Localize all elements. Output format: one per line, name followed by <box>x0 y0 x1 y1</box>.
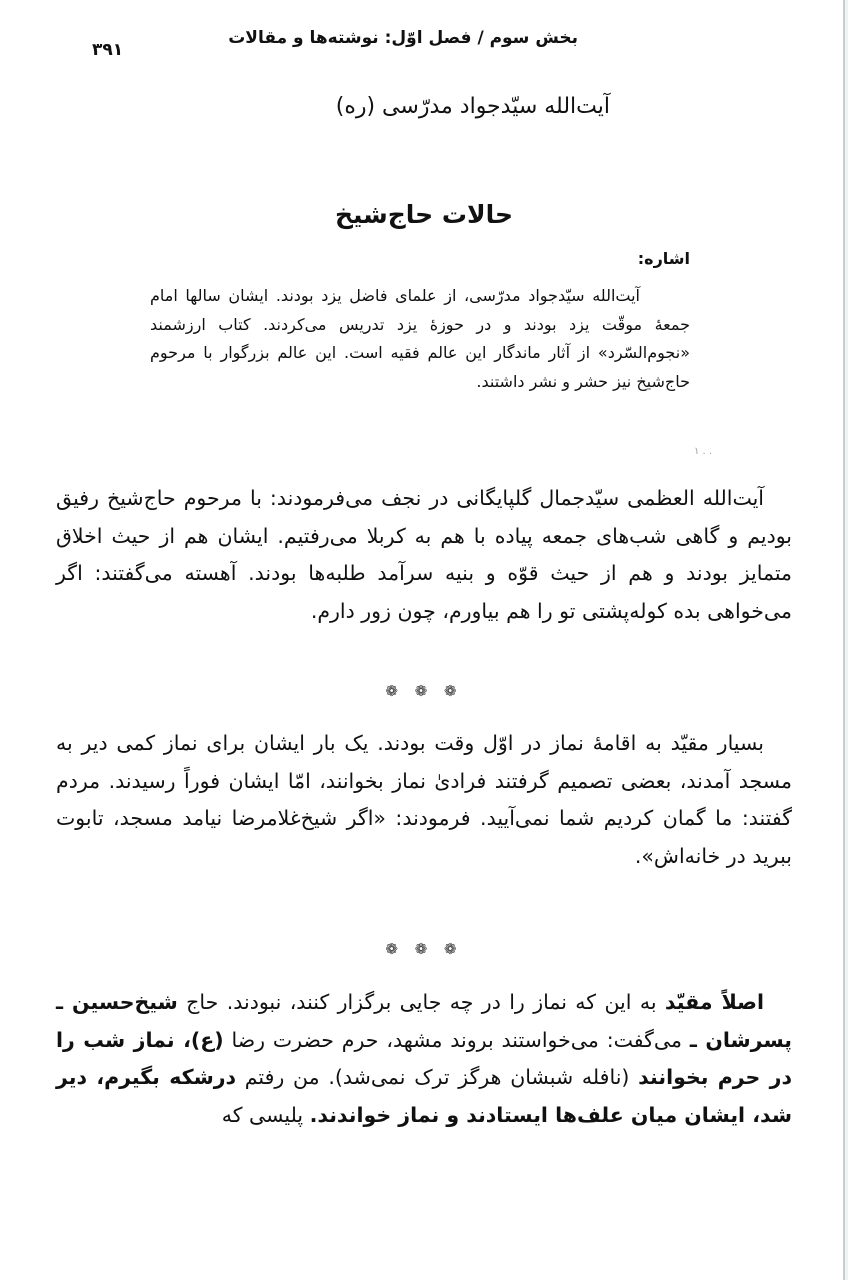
note-label: اشاره: <box>637 249 690 268</box>
text-segment: می‌گفت: می‌خواستند بروند مشهد، حرم حضرت رضا <box>223 1027 690 1052</box>
paragraph <box>56 984 792 1134</box>
bold-text-segment: اصلاً مقیّد <box>664 990 764 1014</box>
paragraph <box>56 725 792 875</box>
text-segment: آیت‌الله العظمی سیّدجمال گلپایگانی در نجف می‌فرمودند: با مرحوم حاج‌شیخ رفیق بودیم و گاهی شب‌های جمعه پیاده با هم به کربلا می‌رفتیم. ایشان هم از حیث اخلاق متمایز بودند و هم از حیث قوّه و بنیه سرآمد طلبه‌ها بودند. آهسته می‌گفتند: اگر می‌خواهی بده کوله‌پشتی تو را هم بیاورم، چون زور دارم. <box>56 486 792 623</box>
bold-text-segment: (ع)، نماز شب را در حرم بخوانند <box>56 1027 792 1089</box>
article-title: حالات حاج‌شیخ <box>334 200 514 229</box>
paragraph <box>56 480 792 630</box>
page-number: ۳۹۱ <box>92 40 124 60</box>
text-segment: بسیار مقیّد به اقامهٔ نماز در اوّل وقت بودند. یک بار ایشان برای نماز کمی دیر به مسجد آمدند، بعضی تصمیم گرفتند فرادیٰ نماز بخوانند، امّا ایشان فوراً رسیدند. مردم گفتند: ما گمان کردیم شما نمی‌آیید. فرمودند: «اگر شیخ‌غلامرضا نیامد مسجد، تابوت ببرید در خانه‌اش». <box>56 731 792 868</box>
running-head: بخش سوم / فصل اوّل: نوشته‌ها و مقالات <box>228 28 578 48</box>
section-separator: ❁ ❁ ❁ <box>385 940 463 958</box>
bold-text-segment: شیخ‌حسین ـ پسرشان ـ <box>56 990 792 1052</box>
text-segment: به این که نماز را در چه جایی برگزار کنند، نبودند. حاج <box>177 990 665 1014</box>
bold-text-segment: درشکه بگیرم، دیر شد، ایشان میان علف‌ها ایستادند و نماز خواندند. <box>56 1065 792 1127</box>
article-author: آیت‌الله سیّدجواد مدرّسی (ره) <box>335 94 610 119</box>
page-edge <box>843 0 845 1280</box>
text-segment: (نافله شبشان هرگز ترک نمی‌شد). من رفتم <box>236 1065 639 1089</box>
section-separator: ❁ ❁ ❁ <box>385 682 463 700</box>
note-text: آیت‌الله سیّدجواد مدرّسی، از علمای فاضل یزد بودند. ایشان سالها امام جمعهٔ موقّت یزد بودند و در حوزهٔ یزد تدریس می‌کردند. کتاب ارزشمند «نجوم‌السّرد» از آثار ماندگار این عالم فقیه است. این عالم بزرگوار با مرحوم حاج‌شیخ نیز حشر و نشر داشتند. <box>150 286 690 391</box>
text-segment: پلیسی که <box>221 1102 310 1127</box>
note-body <box>150 282 690 396</box>
scan-mark: ۱ . . <box>694 446 713 457</box>
